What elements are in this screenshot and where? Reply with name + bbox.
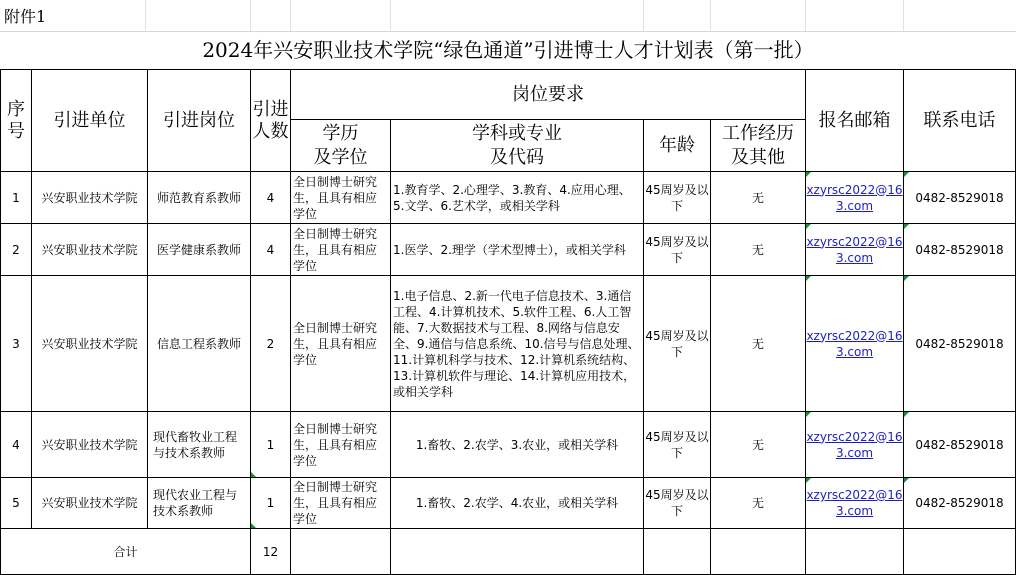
row-count: 1 bbox=[251, 478, 291, 529]
row-experience: 无 bbox=[711, 172, 806, 224]
table-row bbox=[1, 276, 1016, 412]
row-email-cell bbox=[806, 412, 904, 478]
row-email-cell bbox=[806, 478, 904, 529]
row-email-cell bbox=[806, 276, 904, 412]
row-no: 4 bbox=[1, 412, 32, 478]
row-unit: 兴安职业技术学院 bbox=[32, 412, 148, 478]
row-unit: 兴安职业技术学院 bbox=[32, 276, 148, 412]
row-unit: 兴安职业技术学院 bbox=[32, 224, 148, 276]
row-degree: 全日制博士研究生，且具有相应学位 bbox=[291, 478, 391, 529]
header-age: 年龄 bbox=[644, 120, 711, 172]
header-degree: 学历 及学位 bbox=[291, 120, 391, 172]
row-age: 45周岁及以下 bbox=[644, 276, 711, 412]
row-no: 5 bbox=[1, 478, 32, 529]
row-major: 1.畜牧、2.农学、3.农业，或相关学科 bbox=[391, 412, 644, 478]
table-row bbox=[1, 224, 1016, 276]
email-link[interactable]: xzyrsc2022@163.com bbox=[806, 429, 903, 460]
row-degree: 全日制博士研究生，且具有相应学位 bbox=[291, 276, 391, 412]
row-email-cell bbox=[806, 172, 904, 224]
header-experience: 工作经历 及其他 bbox=[711, 120, 806, 172]
row-experience: 无 bbox=[711, 276, 806, 412]
header-post: 引进岗位 bbox=[148, 70, 251, 172]
row-no: 2 bbox=[1, 224, 32, 276]
row-age: 45周岁及以下 bbox=[644, 478, 711, 529]
row-count: 4 bbox=[251, 224, 291, 276]
row-degree: 全日制博士研究生，且具有相应学位 bbox=[291, 412, 391, 478]
header-email: 报名邮箱 bbox=[806, 70, 904, 172]
row-experience: 无 bbox=[711, 412, 806, 478]
row-count: 1 bbox=[251, 412, 291, 478]
header-unit: 引进单位 bbox=[32, 70, 148, 172]
attachment-label: 附件1 bbox=[4, 7, 47, 26]
row-unit: 兴安职业技术学院 bbox=[32, 172, 148, 224]
email-link[interactable]: xzyrsc2022@163.com bbox=[806, 328, 903, 359]
row-experience: 无 bbox=[711, 478, 806, 529]
row-post: 医学健康系教师 bbox=[148, 224, 251, 276]
row-major: 1.医学、2.理学（学术型博士），或相关学科 bbox=[391, 224, 644, 276]
total-label: 合计 bbox=[1, 529, 251, 575]
total-count: 12 bbox=[251, 529, 291, 575]
row-post: 师范教育系教师 bbox=[148, 172, 251, 224]
row-count: 2 bbox=[251, 276, 291, 412]
row-post: 现代畜牧业工程与技术系教师 bbox=[148, 412, 251, 478]
row-age: 45周岁及以下 bbox=[644, 224, 711, 276]
total-row bbox=[1, 529, 1016, 575]
table-row bbox=[1, 412, 1016, 478]
row-email-cell bbox=[806, 224, 904, 276]
table-row bbox=[1, 172, 1016, 224]
row-degree: 全日制博士研究生，且具有相应学位 bbox=[291, 172, 391, 224]
email-link[interactable]: xzyrsc2022@163.com bbox=[806, 488, 903, 518]
header-phone: 联系电话 bbox=[904, 70, 1016, 172]
attachment-row bbox=[0, 0, 1016, 32]
row-post: 现代农业工程与技术系教师 bbox=[148, 478, 251, 529]
recruitment-table bbox=[0, 69, 1016, 575]
header-count: 引进人数 bbox=[251, 70, 291, 172]
email-link[interactable]: xzyrsc2022@163.com bbox=[806, 182, 903, 213]
row-experience: 无 bbox=[711, 224, 806, 276]
row-phone: 0482-8529018 bbox=[904, 412, 1016, 478]
row-age: 45周岁及以下 bbox=[644, 412, 711, 478]
row-degree: 全日制博士研究生，且具有相应学位 bbox=[291, 224, 391, 276]
row-no: 1 bbox=[1, 172, 32, 224]
header-no: 序号 bbox=[1, 70, 32, 172]
row-phone: 0482-8529018 bbox=[904, 172, 1016, 224]
row-no: 3 bbox=[1, 276, 32, 412]
email-link[interactable]: xzyrsc2022@163.com bbox=[806, 234, 903, 265]
row-phone: 0482-8529018 bbox=[904, 276, 1016, 412]
row-major: 1.畜牧、2.农学、4.农业，或相关学科 bbox=[391, 478, 644, 529]
header-requirements: 岗位要求 bbox=[291, 70, 806, 120]
row-major: 1.电子信息、2.新一代电子信息技术、3.通信工程、4.计算机技术、5.软件工程、6.人工智能、7.大数据技术与工程、8.网络与信息安全、9.通信与信息系统、10.信号与信息处理、11.计算机科学与技术、12.计算机系统结构、13.计算机软件与理论、14.计算机应用技术，或相关学科 bbox=[391, 276, 644, 412]
table-row bbox=[1, 478, 1016, 529]
row-unit: 兴安职业技术学院 bbox=[32, 478, 148, 529]
row-phone: 0482-8529018 bbox=[904, 478, 1016, 529]
row-age: 45周岁及以下 bbox=[644, 172, 711, 224]
row-major: 1.教育学、2.心理学、3.教育、4.应用心理、5.文学、6.艺术学，或相关学科 bbox=[391, 172, 644, 224]
row-phone: 0482-8529018 bbox=[904, 224, 1016, 276]
page-title: 2024年兴安职业技术学院“绿色通道”引进博士人才计划表（第一批） bbox=[202, 38, 814, 62]
row-post: 信息工程系教师 bbox=[148, 276, 251, 412]
header-major: 学科或专业 及代码 bbox=[391, 120, 644, 172]
row-count: 4 bbox=[251, 172, 291, 224]
